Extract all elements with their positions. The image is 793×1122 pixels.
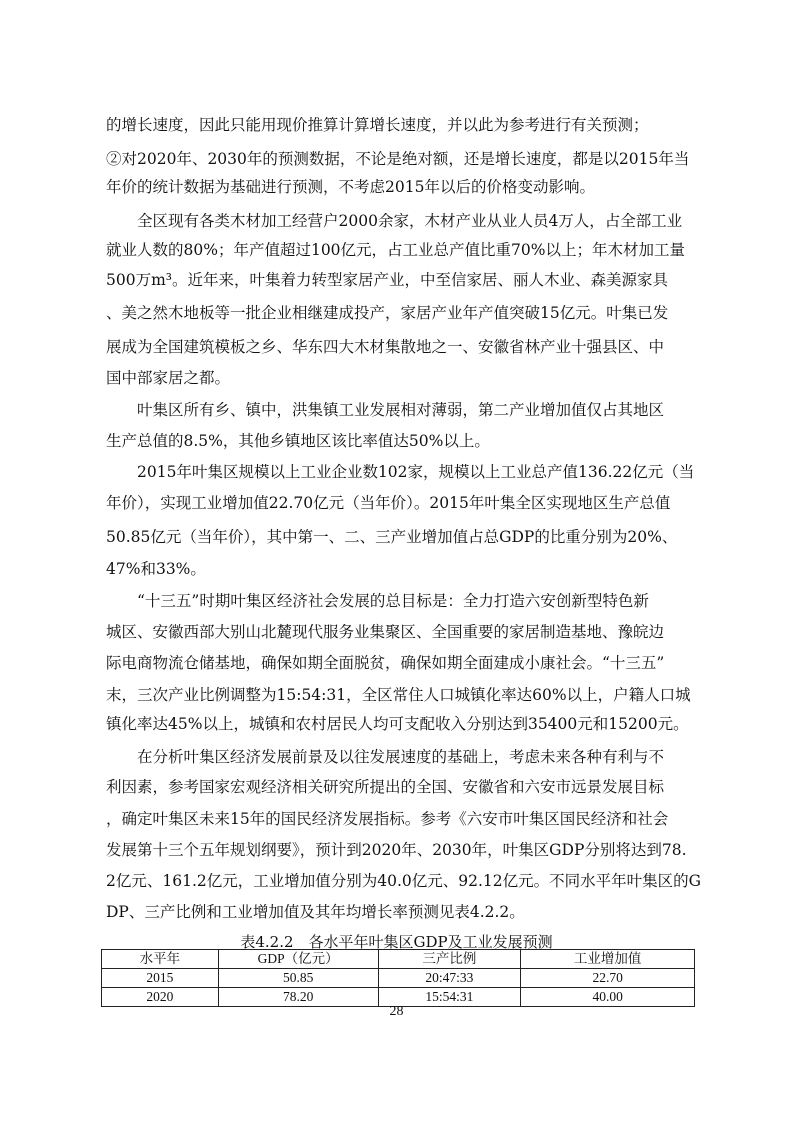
text-line: 500万m³。近年来，叶集着力转型家居产业，中至信家居、丽人木业、森美源家具 bbox=[106, 271, 668, 289]
text-line: 2亿元、161.2亿元，工业增加值分别为40.0亿元、92.12亿元。不同水平年叶集区的G bbox=[106, 872, 702, 890]
text-line: 、美之然木地板等一批企业相继建成投产，家居产业年产值突破15亿元。叶集已发 bbox=[106, 304, 669, 322]
table-header-row bbox=[102, 950, 695, 969]
text-line: DP、三产比例和工业增加值及其年均增长率预测见表4.2.2。 bbox=[106, 903, 525, 921]
text-line: 展成为全国建筑模板之乡、华东四大木材集散地之一、安徽省林产业十强县区、中 bbox=[106, 338, 665, 356]
forecast-table bbox=[101, 949, 695, 1007]
text-line: 在分析叶集区经济发展前景及以往发展速度的基础上，考虑未来各种有利与不 bbox=[137, 748, 665, 766]
text-line: 末，三次产业比例调整为15:54:31，全区常住人口城镇化率达60%以上，户籍人口城 bbox=[106, 686, 691, 704]
page-number: 28 bbox=[389, 1004, 404, 1019]
text-line: 的增长速度，因此只能用现价推算计算增长速度，并以此为参考进行有关预测； bbox=[106, 116, 649, 134]
table-cell: 40.00 bbox=[521, 988, 695, 1007]
text-line: 国中部家居之都。 bbox=[106, 369, 231, 387]
text-line: 叶集区所有乡、镇中，洪集镇工业发展相对薄弱，第二产业增加值仅占其地区 bbox=[137, 401, 665, 419]
table-row bbox=[102, 969, 695, 988]
table-cell: 2020 bbox=[102, 988, 219, 1007]
text-line: 生产总值的8.5%，其他乡镇地区该比率值达50%以上。 bbox=[106, 432, 490, 450]
text-line: 年价），实现工业增加值22.70亿元（当年价）。2015年叶集全区实现地区生产总值 bbox=[106, 494, 671, 512]
text-line: 50.85亿元（当年价），其中第一、二、三产业增加值占总GDP的比重分别为20%、 bbox=[106, 528, 678, 546]
table-header-cell: GDP（亿元） bbox=[218, 950, 378, 969]
text-line: “十三五”时期叶集区经济社会发展的总目标是：全力打造六安创新型特色新 bbox=[137, 592, 649, 610]
text-line: 年价的统计数据为基础进行预测，不考虑2015年以后的价格变动影响。 bbox=[106, 178, 595, 196]
table-cell: 15:54:31 bbox=[378, 988, 521, 1007]
table-cell: 22.70 bbox=[521, 969, 695, 988]
table-caption: 表4.2.2 各水平年叶集区GDP及工业发展预测 bbox=[240, 933, 553, 951]
text-line: ，确定叶集区未来15年的国民经济发展指标。参考《六安市叶集区国民经济和社会 bbox=[106, 810, 669, 828]
text-line: 际电商物流仓储基地，确保如期全面脱贫，确保如期全面建成小康社会。“十三五” bbox=[106, 654, 665, 672]
text-line: 利因素，参考国家宏观经济相关研究所提出的全国、安徽省和六安市远景发展目标 bbox=[106, 778, 665, 796]
text-line: 全区现有各类木材加工经营户2000余家，木材产业从业人员4万人，占全部工业 bbox=[137, 212, 683, 230]
text-line: 镇化率达45%以上，城镇和农村居民人均可支配收入分别达到35400元和15200元。 bbox=[106, 715, 689, 733]
table-cell: 20:47:33 bbox=[378, 969, 521, 988]
text-line: 城区、安徽西部大别山北麓现代服务业集聚区、全国重要的家居制造基地、豫皖边 bbox=[106, 623, 665, 641]
table-cell: 78.20 bbox=[218, 988, 378, 1007]
text-line: 2015年叶集区规模以上工业企业数102家，规模以上工业总产值136.22亿元（当 bbox=[137, 463, 695, 481]
table-cell: 50.85 bbox=[218, 969, 378, 988]
table-cell: 2015 bbox=[102, 969, 219, 988]
table-header-cell: 工业增加值 bbox=[521, 950, 695, 969]
text-line: 47%和33%。 bbox=[106, 560, 206, 578]
table-header-cell: 三产比例 bbox=[378, 950, 521, 969]
text-line: 发展第十三个五年规划纲要》，预计到2020年、2030年，叶集区GDP分别将达到78. bbox=[106, 841, 687, 859]
text-line: 就业人数的80%；年产值超过100亿元，占工业总产值比重70%以上；年木材加工量 bbox=[106, 241, 685, 259]
table-header-cell: 水平年 bbox=[102, 950, 219, 969]
text-line: ②对2020年、2030年的预测数据，不论是绝对额，还是增长速度，都是以2015年当 bbox=[106, 150, 690, 168]
